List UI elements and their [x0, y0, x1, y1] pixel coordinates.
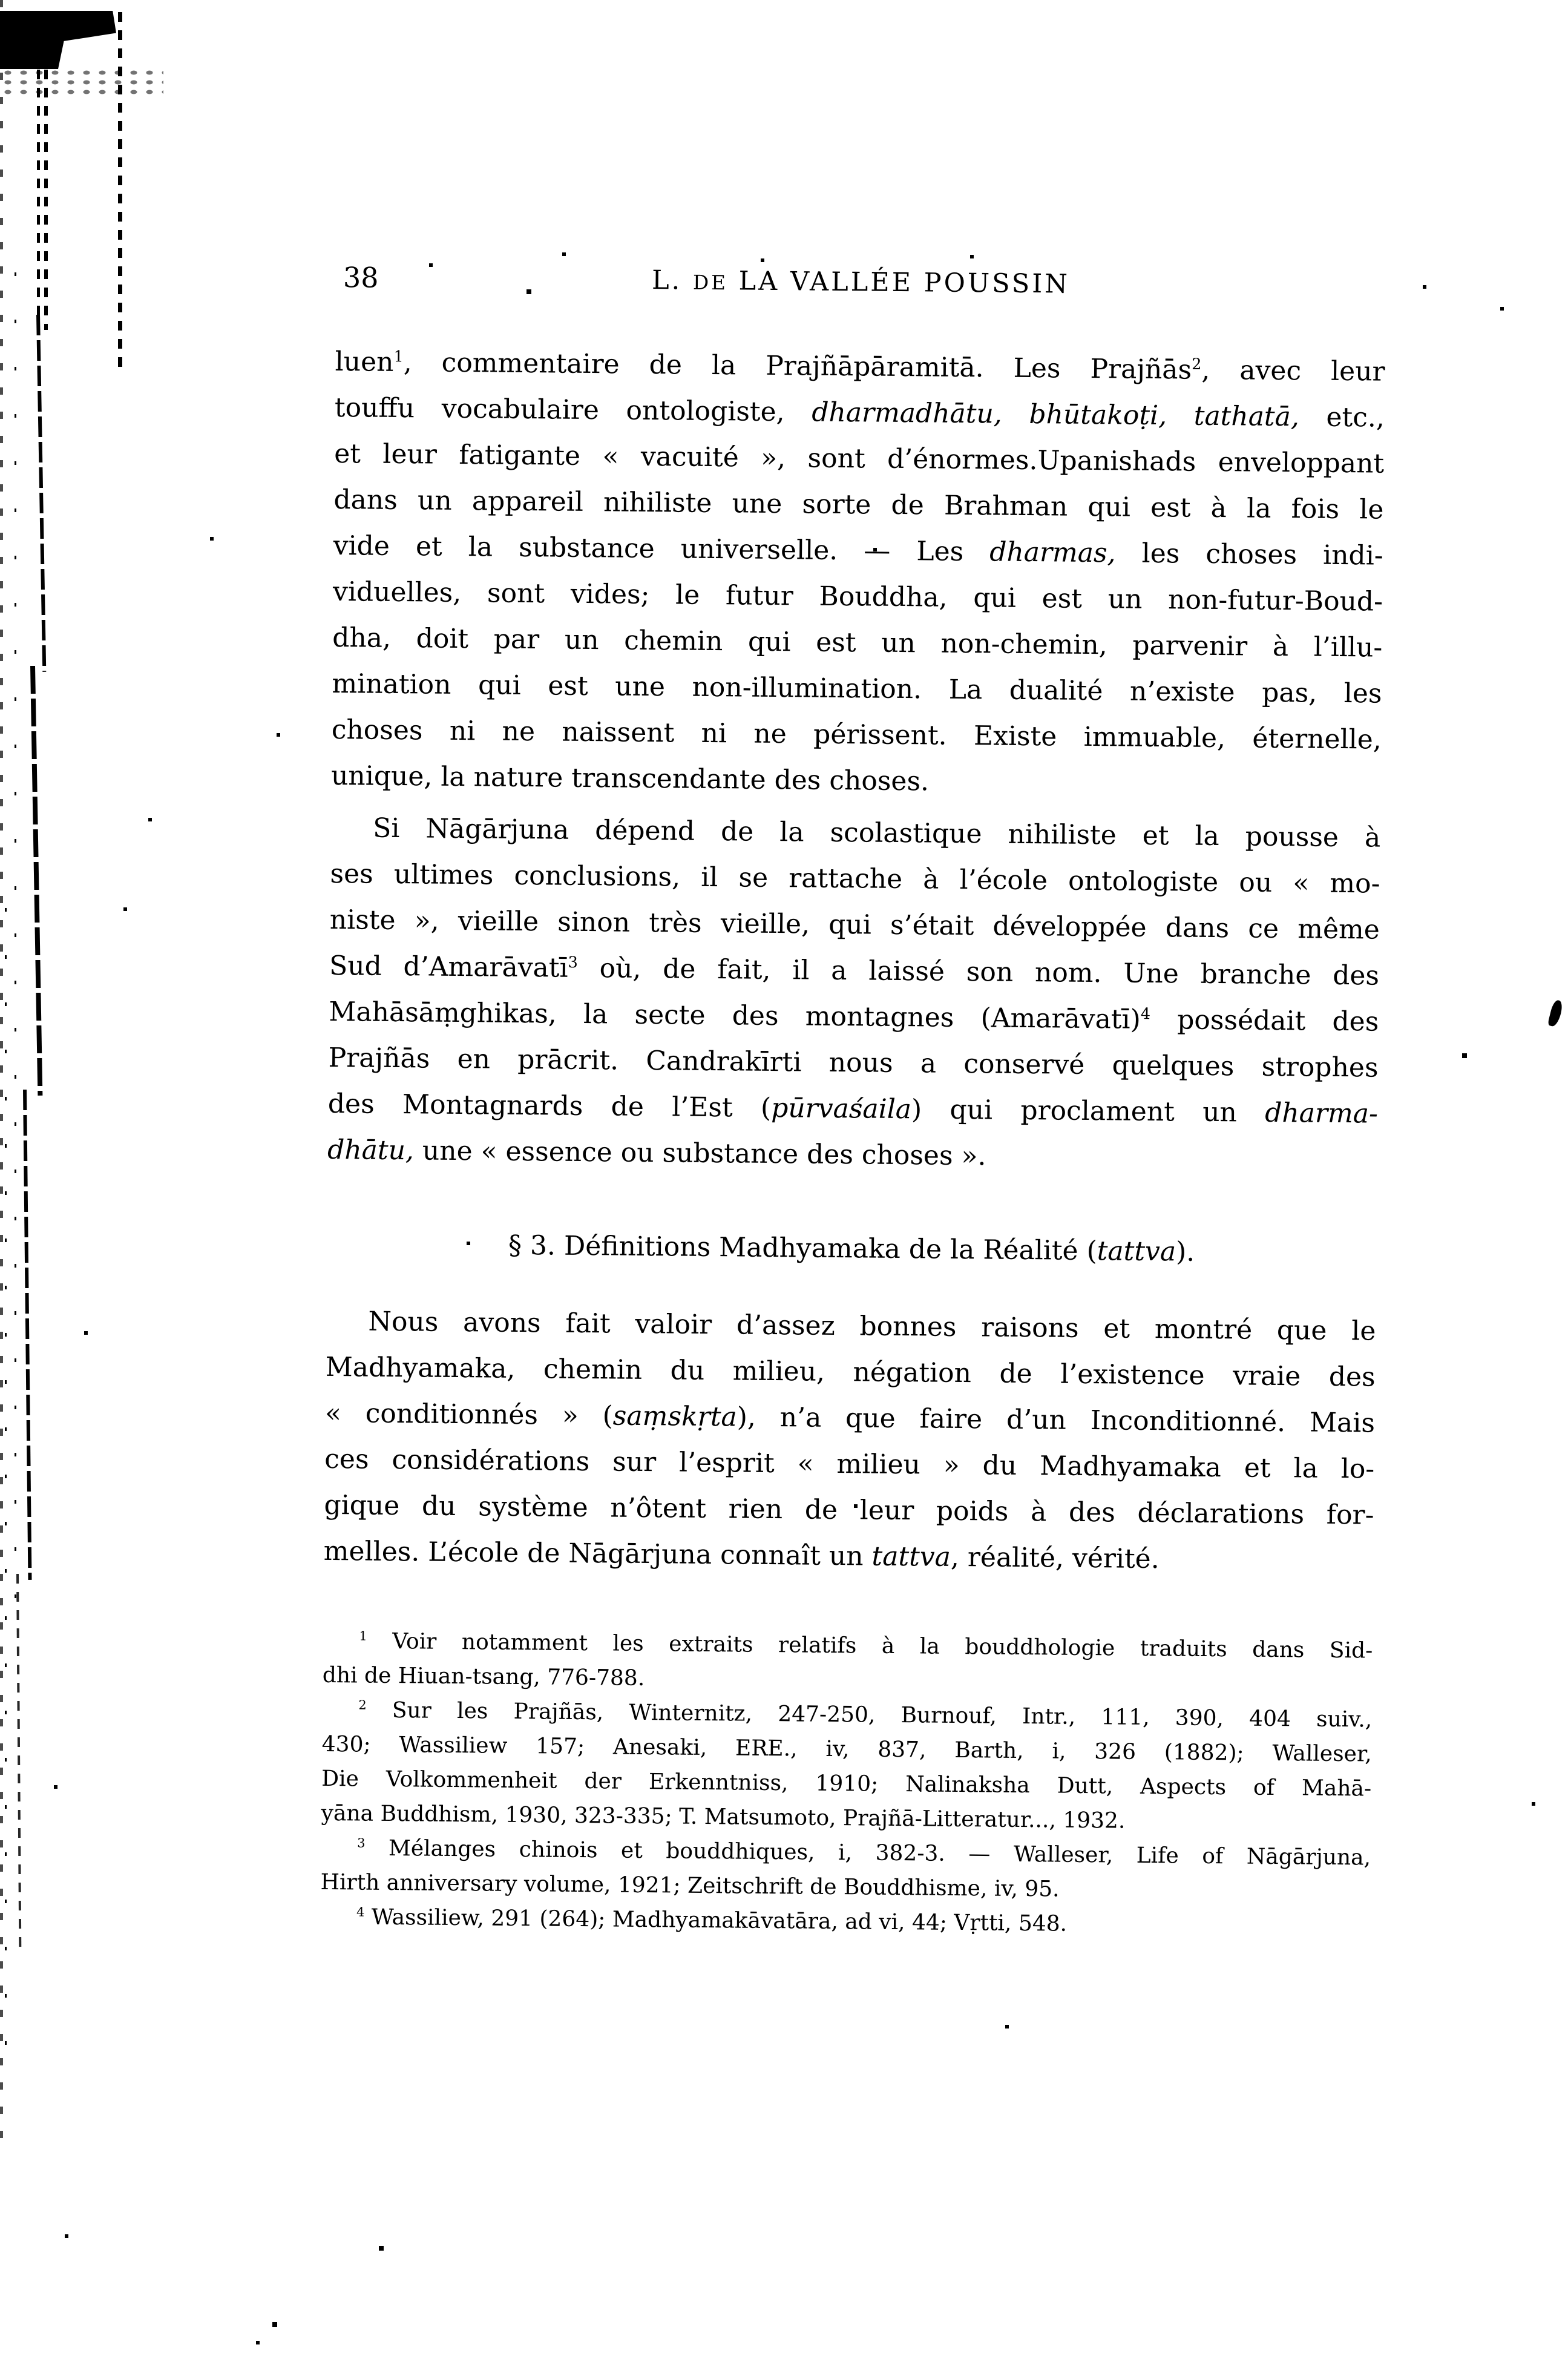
- text-line: des Montagnards de l’Est (pūrvaśaila) qui proclament un dharma-: [327, 1088, 1379, 1130]
- footnote-line: $^1$ Voir notamment les extraits relatifs à la bouddhologie traduits dans Sid-: [359, 1628, 1373, 1663]
- paragraph-3: [323, 1298, 1376, 1585]
- text-line: § 3. Définitions Madhyamaka de la Réalité (tattva).: [508, 1229, 1195, 1268]
- text-line: Madhyamaka, chemin du milieu, négation de l’existence vraie des: [325, 1351, 1376, 1393]
- text-line: dans un appareil nihiliste une sorte de Brahman qui est à la fois le: [333, 484, 1384, 525]
- footnote-3: [320, 1831, 1371, 1910]
- text-line: dhātu, une « essence ou substance des choses ».: [327, 1134, 986, 1172]
- footnote-line: $^4$ Wassiliew, 291 (264); Madhyamakāvatāra, ad vi, 44; Vṛtti, 548.: [356, 1904, 1068, 1936]
- text-line: Si Nāgārjuna dépend de la scolastique nihiliste et la pousse à: [373, 812, 1381, 854]
- text-line: luen$^1$, commentaire de la Prajñāpāramitā. Les Prajñās$^2$, avec leur: [335, 346, 1385, 387]
- page-number: 38: [343, 261, 379, 294]
- text-line: viduelles, sont vides; le futur Bouddha, qui est un non-futur-Boud-: [332, 576, 1383, 617]
- text-line: unique, la nature transcendante des choses.: [330, 760, 930, 797]
- text-line: ses ultimes conclusions, il se rattache à l’école ontologiste ou « mo-: [330, 858, 1380, 900]
- text-line: vide et la substance universelle. — Les dharmas, les choses indi-: [333, 530, 1383, 571]
- running-head-particle: DE: [692, 271, 729, 295]
- page-header: [336, 262, 1386, 308]
- text-line: dha, doit par un chemin qui est un non-chemin, parvenir à l’illu-: [332, 622, 1383, 663]
- text-line: gique du système n’ôtent rien de leur poids à des déclarations for-: [324, 1489, 1374, 1531]
- footnote-line: dhi de Hiuan-tsang, 776-788.: [322, 1662, 645, 1691]
- text-line: « conditionnés » (saṃskṛta), n’a que faire d’un Inconditionné. Mais: [324, 1397, 1376, 1439]
- footnote-line: Die Volkommenheit der Erkenntniss, 1910; Nalinaksha Dutt, Aspects of Mahā-: [321, 1766, 1372, 1801]
- text-line: Sud d’Amarāvatī$^3$ où, de fait, il a laissé son nom. Une branche des: [329, 950, 1380, 992]
- scan-specks: [0, 0, 2, 2]
- scan-gutter-line-c: [118, 12, 122, 369]
- footnote-1: [323, 1624, 1373, 1703]
- running-head-initial: L.: [651, 265, 694, 296]
- text-line: ces considérations sur l’esprit « milieu » du Madhyamaka et la lo-: [324, 1443, 1375, 1485]
- text-line: melles. L’école de Nāgārjuna connaît un tattva, réalité, vérité.: [323, 1535, 1160, 1575]
- text-line: mination qui est une non-illumination. La dualité n’existe pas, les: [332, 668, 1382, 709]
- paragraph-2: [327, 805, 1381, 1183]
- running-head-name: LA VALLÉE POUSSIN: [727, 266, 1071, 300]
- footnote-line: 430; Wassiliew 157; Anesaki, ERE., iv, 837, Barth, i, 326 (1882); Walleser,: [321, 1731, 1372, 1767]
- text-line: touffu vocabulaire ontologiste, dharmadhātu, bhūtakoṭi, tathatā, etc.,: [334, 392, 1385, 433]
- scan-gutter-line-b: [44, 15, 48, 330]
- footnote-2: [321, 1693, 1372, 1841]
- scan-edge-strip: [0, 0, 3, 2155]
- text-line: niste », vieille sinon très vieille, qui s’était développée dans ce même: [329, 904, 1380, 946]
- running-head: [336, 262, 1386, 305]
- text-line: et leur fatigante « vacuité », sont d’énormes.Upanishads enveloppant: [333, 438, 1385, 479]
- text-line: Nous avons fait valoir d’assez bonnes raisons et montré que le: [368, 1306, 1376, 1347]
- scan-dotted-line-b: [5, 908, 7, 2058]
- paragraph-1: [331, 339, 1385, 809]
- scan-dotted-line-a: [15, 272, 16, 1604]
- text-line: Prajñās en prācrit. Candrakīrti nous a conservé quelques strophes: [328, 1042, 1379, 1084]
- scan-gutter-line-a: [37, 15, 40, 318]
- text-line: choses ni ne naissent ni ne périssent. Existe immuable, éternelle,: [331, 714, 1382, 755]
- footnote-line: $^2$ Sur les Prajñās, Winternitz, 247-250, Burnouf, Intr., 111, 390, 404 suiv.,: [358, 1697, 1373, 1732]
- section-heading: [326, 1221, 1377, 1277]
- scan-speckle-strip: [0, 68, 163, 97]
- footnote-line: yāna Buddhism, 1930, 323-335; T. Matsumoto, Prajñā-Litteratur..., 1932.: [321, 1800, 1126, 1834]
- footnote-line: $^3$ Mélanges chinois et bouddhiques, i, 382-3. — Walleser, Life of Nāgārjuna,: [357, 1835, 1371, 1870]
- text-line: Mahāsāṃghikas, la secte des montagnes (Amarāvatī)$^4$ possédait des: [329, 996, 1379, 1038]
- footnote-line: Hirth anniversary volume, 1921; Zeitschrift de Bouddhisme, iv, 95.: [320, 1869, 1060, 1902]
